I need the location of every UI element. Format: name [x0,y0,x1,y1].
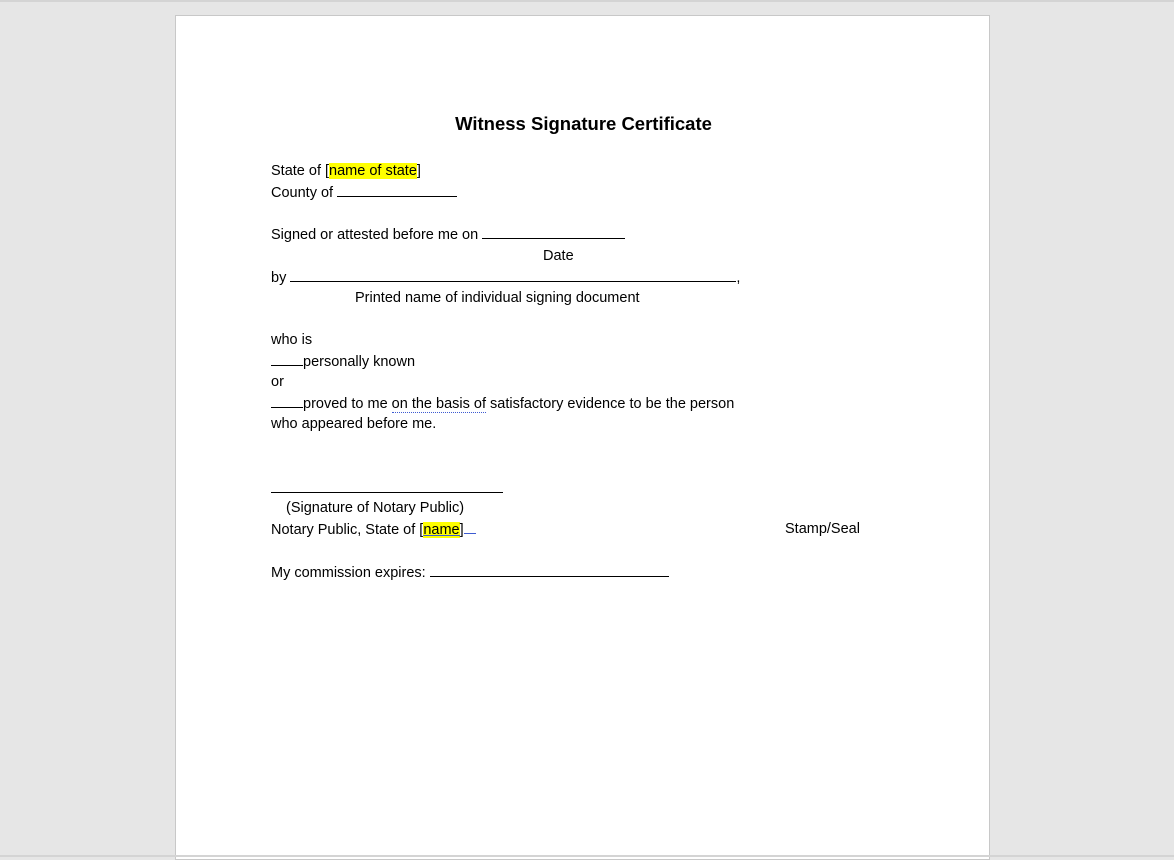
commission-expiry-blank[interactable] [430,562,669,577]
by-trailing-comma: , [736,270,741,286]
county-label: County of [271,185,338,201]
proved-line [271,393,734,413]
window-top-border [0,0,1174,2]
proved-text-part1: proved to me [303,396,392,412]
state-close-bracket: ] [416,163,421,179]
notary-trailing-blank [464,519,476,534]
signature-caption: (Signature of Notary Public) [286,500,465,516]
proved-text-part2: satisfactory evidence to be the person [486,396,735,412]
printed-name-caption: Printed name of individual signing document [355,290,640,306]
personally-known-line [271,351,415,371]
notary-state-placeholder-field[interactable]: name [423,522,460,538]
commission-label: My commission expires: [271,565,430,581]
or-text: or [271,374,284,390]
proved-dotted-text: on the basis of [391,396,486,412]
state-line [271,161,421,181]
county-blank[interactable] [337,182,457,197]
signed-label: Signed or attested before me on [271,227,483,243]
by-line [271,267,740,287]
proved-blank[interactable] [271,393,303,408]
personally-known-label: personally known [303,354,416,370]
document-page[interactable] [175,15,990,860]
stamp-seal-label: Stamp/Seal [785,521,860,537]
state-placeholder-field[interactable]: name of state [329,163,417,179]
county-line [271,182,457,202]
notary-signature-line[interactable] [271,492,503,493]
commission-line [271,562,669,582]
document-title: Witness Signature Certificate [455,113,712,134]
who-appeared-text: who appeared before me. [271,416,437,432]
personally-known-blank[interactable] [271,351,303,366]
signer-name-blank[interactable] [290,267,736,282]
notary-label: Notary Public, State of [ [271,522,424,538]
state-label: State of [ [271,163,330,179]
signed-line [271,224,625,244]
date-blank[interactable] [482,224,625,239]
who-is-text: who is [271,332,313,348]
notary-state-line [271,519,476,539]
date-caption: Date [543,248,574,264]
notary-close-bracket: ] [459,522,464,538]
by-label: by [271,270,291,286]
